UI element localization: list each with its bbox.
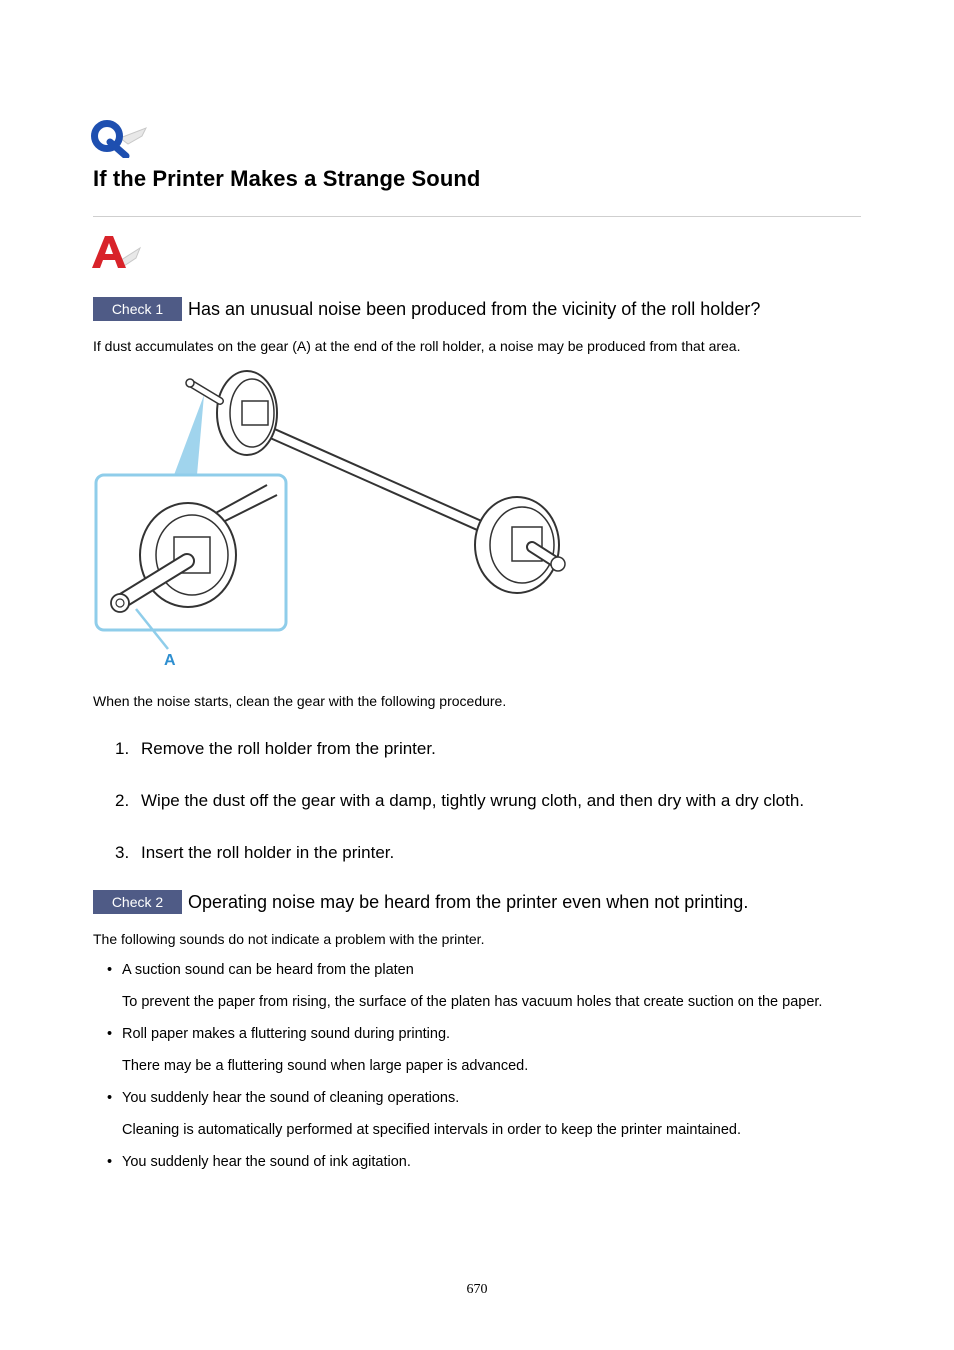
- step-2-number: 2.: [115, 791, 130, 810]
- cleaning-steps: [115, 738, 804, 894]
- gear-a-label: A: [164, 652, 176, 669]
- step-3: [115, 842, 804, 894]
- list-item-desc: To prevent the paper from rising, the surface of the platen has vacuum holes that create suction on the paper.: [122, 994, 823, 1010]
- list-item: [106, 1022, 866, 1078]
- page-number: 670: [466, 1282, 488, 1297]
- list-item-title: • Roll paper makes a fluttering sound during printing.: [106, 1022, 866, 1046]
- list-item: [106, 1086, 866, 1142]
- step-1-text: Remove the roll holder from the printer.: [141, 739, 436, 758]
- list-item-title: • You suddenly hear the sound of cleaning operations.: [106, 1086, 866, 1110]
- check-1-row: [93, 297, 760, 321]
- sound-list: [106, 958, 866, 1174]
- check-2-badge: Check 2: [93, 890, 182, 914]
- roll-holder-illustration: [92, 365, 572, 670]
- list-item-title: • A suction sound can be heard from the platen: [106, 958, 866, 982]
- title-divider: [93, 216, 861, 217]
- step-3-number: 3.: [115, 843, 130, 862]
- step-2: [115, 790, 804, 842]
- check-2-heading: Operating noise may be heard from the printer even when not printing.: [188, 891, 749, 912]
- list-item-desc: Cleaning is automatically performed at specified intervals in order to keep the printer maintained.: [122, 1122, 741, 1138]
- check-1-heading: Has an unusual noise been produced from the vicinity of the roll holder?: [188, 298, 761, 319]
- step-1: [115, 738, 804, 790]
- list-item: [106, 1150, 866, 1174]
- check-1-intro: If dust accumulates on the gear (A) at the end of the roll holder, a noise may be produced from that area.: [93, 338, 741, 354]
- check-2-intro: The following sounds do not indicate a problem with the printer.: [93, 931, 485, 947]
- page-title: If the Printer Makes a Strange Sound: [93, 166, 481, 191]
- step-3-text: Insert the roll holder in the printer.: [141, 843, 395, 862]
- list-item-title: • You suddenly hear the sound of ink agitation.: [106, 1150, 866, 1174]
- step-2-text: Wipe the dust off the gear with a damp, tightly wrung cloth, and then dry with a dry cloth.: [141, 791, 805, 810]
- list-item: [106, 958, 866, 1014]
- list-item-desc: There may be a fluttering sound when large paper is advanced.: [122, 1058, 529, 1074]
- check-1-after-figure: When the noise starts, clean the gear with the following procedure.: [93, 693, 507, 709]
- check-2-row: [93, 890, 748, 914]
- a-letter-icon: [90, 232, 142, 272]
- step-1-number: 1.: [115, 739, 130, 758]
- q-letter-icon: [90, 116, 150, 158]
- check-1-badge: Check 1: [93, 297, 182, 321]
